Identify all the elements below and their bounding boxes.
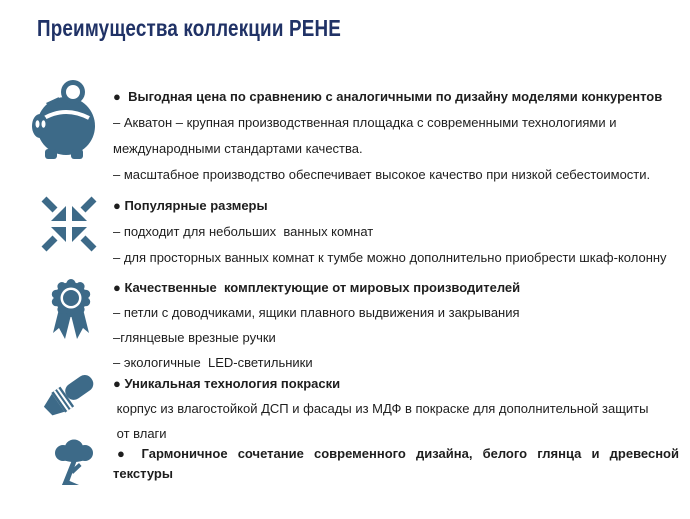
section-design [113,444,679,484]
section-price [113,84,679,188]
section-heading: ● Уникальная технология покраски [113,376,341,391]
section-line: –глянцевые врезные ручки [113,330,276,345]
section-line: международными стандартами качества. [113,141,363,156]
section-line: – масштабное производство обеспечивает высокое качество при низкой себестоимости. [113,167,651,182]
tree-icon [52,439,96,487]
section-line: корпус из влагостойкой ДСП и фасады из МДФ в покраске для дополнительной защиты [113,401,649,416]
section-paint [113,371,679,446]
section-line: – Акватон – крупная производственная площадка с современными технологиями и [113,115,617,130]
section-heading-line2: текстуры [113,466,173,481]
section-heading: ● Популярные размеры [113,198,268,213]
section-line: – для просторных ванных комнат к тумбе можно дополнительно приобрести шкаф-колонну [113,250,667,265]
section-heading: ● Выгодная цена по сравнению с аналогичными по дизайну моделями конкурентов [113,89,663,104]
page-title: Преимущества коллекции РЕНЕ [37,15,342,41]
section-line: – экологичные LED-светильники [113,355,313,370]
paint-brush-icon [42,372,102,424]
section-components [113,275,679,375]
section-line: – подходит для небольших ванных комнат [113,224,374,239]
award-ribbon-icon [46,277,96,347]
section-heading: ● Качественные комплектующие от мировых производителей [113,280,521,295]
compress-arrows-icon [40,196,98,252]
section-heading: ● Гармоничное сочетание современного дизайна, белого глянца и древесной [117,446,679,461]
section-line: от влаги [113,426,167,441]
piggy-bank-icon [32,79,98,159]
section-line: – петли с доводчиками, ящики плавного выдвижения и закрывания [113,305,520,320]
section-sizes [113,193,679,271]
